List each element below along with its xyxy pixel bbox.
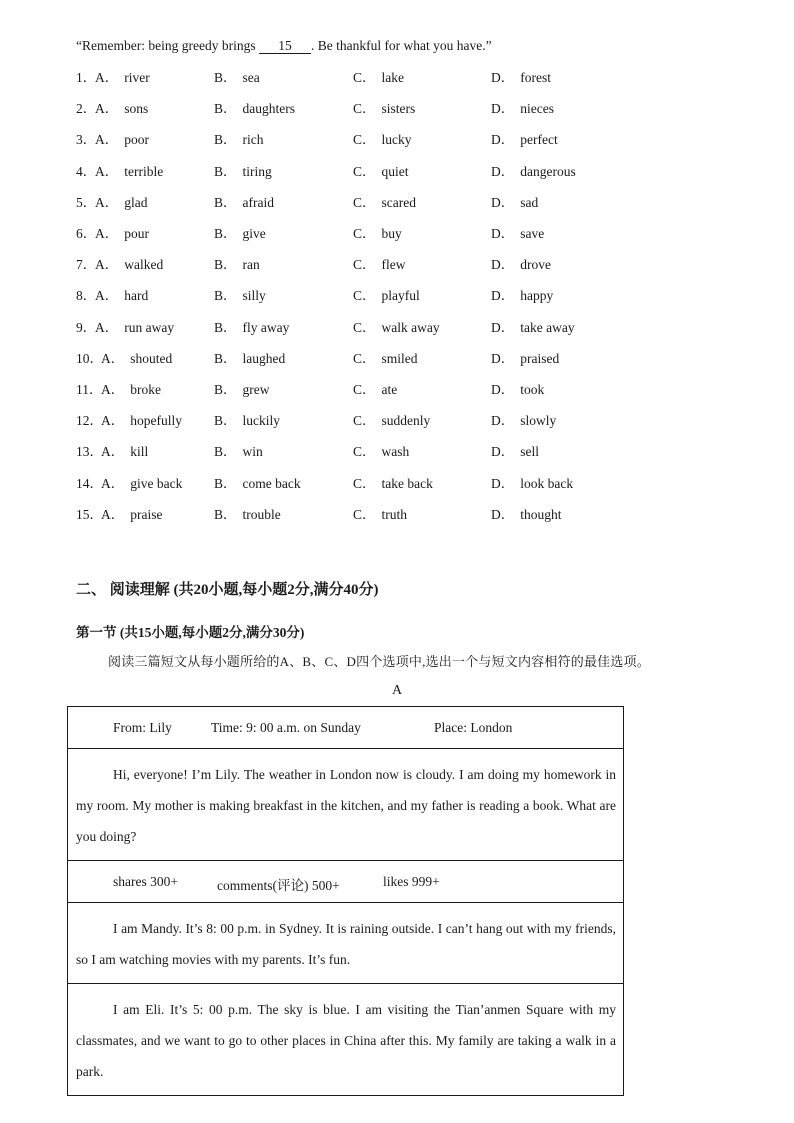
option-text: lucky xyxy=(381,132,412,148)
option-b xyxy=(214,253,260,273)
option-b xyxy=(214,378,270,398)
option-letter: C． xyxy=(353,70,376,85)
option-letter: B． xyxy=(214,382,237,397)
option-d xyxy=(491,409,556,429)
option-c xyxy=(353,160,409,180)
option-text: suddenly xyxy=(381,413,431,429)
question-number: 4． xyxy=(76,163,97,179)
option-letter: D． xyxy=(491,163,515,179)
option-text: sons xyxy=(124,101,149,117)
quote-before: “Remember: being greedy brings xyxy=(76,38,259,53)
option-b xyxy=(214,128,264,148)
option-letter: B． xyxy=(214,257,237,273)
question-number: 11． xyxy=(76,382,103,397)
option-letter: A． xyxy=(95,319,119,335)
option-letter: D． xyxy=(491,257,515,273)
option-a xyxy=(95,284,148,304)
option-letter: A． xyxy=(101,350,125,366)
option-b xyxy=(214,284,266,304)
option-letter: D． xyxy=(491,194,515,210)
option-b xyxy=(214,316,289,336)
option-letter: A． xyxy=(95,226,119,241)
option-a xyxy=(101,347,172,367)
question-number: 12． xyxy=(76,413,103,429)
option-text: sea xyxy=(242,70,260,85)
option-text: perfect xyxy=(520,132,558,148)
option-a xyxy=(95,128,149,148)
option-letter: B． xyxy=(214,444,237,460)
post-meta-row xyxy=(68,707,623,749)
option-text: kill xyxy=(130,444,149,460)
option-a xyxy=(101,409,182,429)
option-text: daughters xyxy=(242,101,295,117)
question-number: 6． xyxy=(76,226,97,241)
option-d xyxy=(491,160,576,180)
option-letter: D． xyxy=(491,288,515,304)
option-letter: B． xyxy=(214,506,237,522)
option-text: silly xyxy=(242,288,266,304)
option-b xyxy=(214,66,260,86)
option-letter: C． xyxy=(353,382,376,397)
option-letter: B． xyxy=(214,101,237,117)
option-letter: C． xyxy=(353,350,376,366)
option-letter: C． xyxy=(353,475,376,491)
option-text: terrible xyxy=(124,163,164,179)
option-b xyxy=(214,347,285,367)
shares-count: shares 300+ xyxy=(113,874,178,889)
option-b xyxy=(214,409,280,429)
option-a xyxy=(95,191,148,211)
option-text: hopefully xyxy=(130,413,182,429)
option-letter: C． xyxy=(353,226,376,241)
lily-post: Hi, everyone! I’m Lily. The weather in London now is cloudy. I am doing my homework in my room. My mother is making breakfast in the kitchen, and my father is reading a book. What are you doing? xyxy=(68,749,623,861)
option-text: nieces xyxy=(520,101,554,117)
option-text: hard xyxy=(124,288,149,304)
option-letter: B． xyxy=(214,226,237,241)
option-c xyxy=(353,440,409,460)
option-text: happy xyxy=(520,288,554,304)
post-time: Time: 9: 00 a.m. on Sunday xyxy=(211,720,361,735)
option-letter: B． xyxy=(214,70,237,85)
question-number: 14． xyxy=(76,475,103,491)
option-letter: A． xyxy=(95,163,119,179)
option-d xyxy=(491,128,558,148)
option-c xyxy=(353,316,440,336)
question-number: 9． xyxy=(76,319,97,335)
option-c xyxy=(353,347,418,367)
option-a xyxy=(95,222,149,242)
option-text: buy xyxy=(381,226,402,241)
option-c xyxy=(353,503,407,523)
option-text: river xyxy=(124,70,150,85)
option-text: glad xyxy=(124,194,148,210)
option-text: walk away xyxy=(381,319,440,335)
option-text: ran xyxy=(242,257,260,273)
option-letter: A． xyxy=(95,288,119,304)
option-d xyxy=(491,284,553,304)
option-letter: D． xyxy=(491,226,515,241)
option-c xyxy=(353,409,430,429)
option-c xyxy=(353,128,412,148)
option-letter: C． xyxy=(353,506,376,522)
question-number: 8． xyxy=(76,288,97,304)
option-b xyxy=(214,97,295,117)
option-d xyxy=(491,66,551,86)
option-letter: A． xyxy=(95,70,119,85)
post-from: From: Lily xyxy=(113,720,172,735)
option-letter: A． xyxy=(101,382,125,397)
option-letter: A． xyxy=(101,444,125,460)
option-letter: D． xyxy=(491,506,515,522)
question-number: 3． xyxy=(76,132,97,148)
option-text: flew xyxy=(381,257,406,273)
section-title: 二、 阅读理解 (共20小题,每小题2分,满分40分) xyxy=(76,582,379,598)
option-text: give xyxy=(242,226,266,241)
option-letter: B． xyxy=(214,163,237,179)
option-a xyxy=(95,66,150,86)
option-letter: D． xyxy=(491,475,515,491)
option-letter: A． xyxy=(101,413,125,429)
option-letter: A． xyxy=(95,257,119,273)
subsection-title: 第一节 (共15小题,每小题2分,满分30分) xyxy=(76,625,305,640)
passage-label: A xyxy=(391,683,403,698)
option-text: drove xyxy=(520,257,551,273)
option-text: sad xyxy=(520,194,539,210)
blank-15: 15 xyxy=(259,39,311,54)
option-letter: B． xyxy=(214,350,237,366)
option-a xyxy=(101,472,182,492)
option-d xyxy=(491,97,554,117)
option-letter: C． xyxy=(353,319,376,335)
option-text: lake xyxy=(381,70,405,85)
option-d xyxy=(491,440,539,460)
option-letter: C． xyxy=(353,444,376,460)
option-text: truth xyxy=(381,506,408,522)
option-text: tiring xyxy=(242,163,272,179)
option-text: fly away xyxy=(242,319,290,335)
option-text: look back xyxy=(520,475,574,491)
option-text: pour xyxy=(124,226,149,241)
option-letter: D． xyxy=(491,350,515,366)
option-text: took xyxy=(520,382,545,397)
option-c xyxy=(353,378,397,398)
option-text: wash xyxy=(381,444,410,460)
option-letter: C． xyxy=(353,163,376,179)
instructions: 阅读三篇短文从每小题所给的A、B、C、D四个选项中,选出一个与短文内容相符的最佳选项。 xyxy=(108,654,650,669)
option-a xyxy=(101,378,161,398)
option-text: trouble xyxy=(242,506,281,522)
option-c xyxy=(353,253,406,273)
passage-closing-quote xyxy=(76,38,492,54)
option-letter: A． xyxy=(95,132,119,148)
option-a xyxy=(101,503,162,523)
option-text: playful xyxy=(381,288,420,304)
comments-count: comments(评论) 500+ xyxy=(217,878,340,893)
option-text: luckily xyxy=(242,413,281,429)
option-text: win xyxy=(242,444,263,460)
option-text: forest xyxy=(520,70,551,85)
option-letter: D． xyxy=(491,444,515,460)
option-text: ate xyxy=(381,382,398,397)
option-a xyxy=(101,440,148,460)
option-letter: D． xyxy=(491,132,515,148)
option-letter: C． xyxy=(353,288,376,304)
post-place: Place: London xyxy=(434,720,513,735)
option-b xyxy=(214,440,263,460)
question-number: 7． xyxy=(76,257,97,273)
option-text: praise xyxy=(130,506,163,522)
option-letter: B． xyxy=(214,288,237,304)
option-text: rich xyxy=(242,132,264,148)
option-letter: C． xyxy=(353,132,376,148)
option-text: shouted xyxy=(130,350,173,366)
option-c xyxy=(353,222,402,242)
question-number: 15． xyxy=(76,506,103,522)
option-text: come back xyxy=(242,475,301,491)
option-text: smiled xyxy=(381,350,418,366)
option-text: laughed xyxy=(242,350,286,366)
option-d xyxy=(491,316,575,336)
option-letter: A． xyxy=(95,101,119,117)
option-text: praised xyxy=(520,350,560,366)
option-letter: B． xyxy=(214,413,237,429)
option-a xyxy=(95,97,148,117)
quote-after: . Be thankful for what you have.” xyxy=(310,38,492,53)
option-text: broke xyxy=(130,382,161,397)
option-text: sell xyxy=(520,444,539,460)
option-text: afraid xyxy=(242,194,274,210)
option-text: take away xyxy=(520,319,575,335)
option-text: thought xyxy=(520,506,562,522)
option-b xyxy=(214,503,281,523)
question-number: 5． xyxy=(76,194,97,210)
option-d xyxy=(491,253,551,273)
option-c xyxy=(353,66,404,86)
option-c xyxy=(353,284,420,304)
option-d xyxy=(491,191,538,211)
question-number: 10． xyxy=(76,350,103,366)
option-d xyxy=(491,472,573,492)
option-letter: D． xyxy=(491,101,515,117)
option-letter: C． xyxy=(353,257,376,273)
option-letter: B． xyxy=(214,319,237,335)
option-text: scared xyxy=(381,194,416,210)
option-b xyxy=(214,472,301,492)
option-text: dangerous xyxy=(520,163,576,179)
option-letter: C． xyxy=(353,413,376,429)
option-a xyxy=(95,253,163,273)
option-a xyxy=(95,160,163,180)
option-letter: B． xyxy=(214,132,237,148)
option-text: poor xyxy=(124,132,149,148)
option-text: slowly xyxy=(520,413,557,429)
post-stats-row xyxy=(68,861,623,903)
eli-post: I am Eli. It’s 5: 00 p.m. The sky is blue. I am visiting the Tian’anmen Square with my classmates, and we want to go to other places in China after this. My family are taking a walk in a park. xyxy=(68,984,623,1096)
social-post-table xyxy=(67,706,624,1096)
option-c xyxy=(353,97,415,117)
option-letter: C． xyxy=(353,194,376,210)
mandy-post: I am Mandy. It’s 8: 00 p.m. in Sydney. It is raining outside. I can’t hang out with my friends, so I am watching movies with my parents. It’s fun. xyxy=(68,903,623,984)
option-b xyxy=(214,222,266,242)
question-number: 1． xyxy=(76,70,97,85)
option-letter: C． xyxy=(353,101,376,117)
option-letter: D． xyxy=(491,70,515,85)
option-c xyxy=(353,191,416,211)
likes-count: likes 999+ xyxy=(383,874,440,889)
option-letter: A． xyxy=(101,506,125,522)
option-text: give back xyxy=(130,475,183,491)
option-text: grew xyxy=(242,382,270,397)
option-letter: A． xyxy=(101,475,125,491)
option-text: walked xyxy=(124,257,164,273)
option-letter: B． xyxy=(214,194,237,210)
question-number: 13． xyxy=(76,444,103,460)
option-text: quiet xyxy=(381,163,409,179)
option-letter: D． xyxy=(491,319,515,335)
option-b xyxy=(214,191,274,211)
option-c xyxy=(353,472,433,492)
option-b xyxy=(214,160,272,180)
option-d xyxy=(491,503,562,523)
option-letter: D． xyxy=(491,382,515,397)
option-letter: B． xyxy=(214,475,237,491)
option-a xyxy=(95,316,174,336)
option-d xyxy=(491,347,559,367)
option-d xyxy=(491,222,544,242)
option-letter: A． xyxy=(95,194,119,210)
option-d xyxy=(491,378,544,398)
option-text: run away xyxy=(124,319,175,335)
question-number: 2． xyxy=(76,101,97,117)
option-text: sisters xyxy=(381,101,416,117)
option-letter: D． xyxy=(491,413,515,429)
option-text: save xyxy=(520,226,545,241)
option-text: take back xyxy=(381,475,433,491)
